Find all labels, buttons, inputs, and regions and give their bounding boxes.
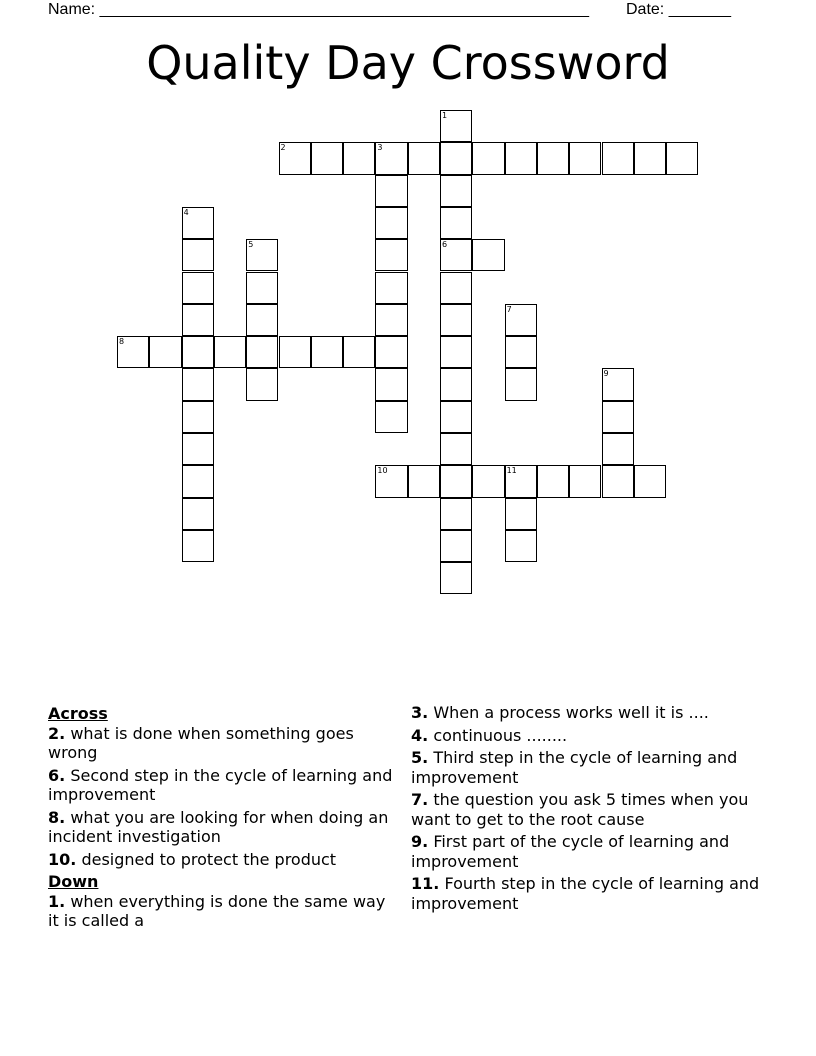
clue-across-8: 8. what you are looking for when doing an incident investigation [48, 807, 389, 846]
across-heading: Across [48, 704, 108, 723]
date-field[interactable]: Date: _______ [626, 1, 731, 18]
grid-cell[interactable] [440, 498, 472, 530]
grid-cell[interactable] [440, 304, 472, 336]
clue-down-5: 5. Third step in the cycle of learning and improvement [411, 748, 738, 787]
clue-number: 10 [377, 466, 388, 476]
clue-down-1: 1. when everything is done the same way it is called a [48, 891, 386, 930]
grid-cell[interactable] [182, 336, 214, 368]
clue-number: 2 [280, 143, 286, 153]
grid-cell[interactable] [440, 239, 472, 271]
grid-cell[interactable] [472, 142, 504, 174]
clue-across-6: 6. Second step in the cycle of learning and improvement [48, 765, 393, 804]
clue-number: 9 [603, 369, 609, 379]
grid-cell[interactable] [634, 465, 666, 497]
grid-cell[interactable] [375, 272, 407, 304]
clue-number: 6 [442, 240, 448, 250]
grid-cell[interactable] [505, 498, 537, 530]
grid-cell[interactable] [408, 142, 440, 174]
clue-number: 4 [183, 207, 189, 217]
grid-cell[interactable] [505, 368, 537, 400]
grid-cell[interactable] [440, 272, 472, 304]
grid-cell[interactable] [182, 433, 214, 465]
grid-cell[interactable] [343, 142, 375, 174]
grid-cell[interactable] [634, 142, 666, 174]
grid-cell[interactable] [505, 530, 537, 562]
clues-right-column [411, 703, 761, 916]
clue-number: 5 [248, 240, 254, 250]
grid-cell[interactable] [440, 465, 472, 497]
grid-cell[interactable] [246, 368, 278, 400]
grid-cell[interactable] [440, 530, 472, 562]
grid-cell[interactable] [440, 110, 472, 142]
grid-cell[interactable] [440, 368, 472, 400]
grid-cell[interactable] [279, 142, 311, 174]
page-title: Quality Day Crossword [146, 36, 670, 90]
grid-cell[interactable] [440, 142, 472, 174]
clue-down-11: 11. Fourth step in the cycle of learning and improvement [411, 874, 760, 913]
grid-cell[interactable] [375, 401, 407, 433]
grid-cell[interactable] [505, 465, 537, 497]
grid-cell[interactable] [569, 142, 601, 174]
grid-cell[interactable] [602, 433, 634, 465]
grid-cell[interactable] [375, 207, 407, 239]
grid-cell[interactable] [375, 336, 407, 368]
grid-cell[interactable] [375, 304, 407, 336]
grid-cell[interactable] [375, 368, 407, 400]
grid-cell[interactable] [214, 336, 246, 368]
grid-cell[interactable] [440, 207, 472, 239]
grid-cell[interactable] [505, 304, 537, 336]
grid-cell[interactable] [472, 239, 504, 271]
grid-cell[interactable] [505, 142, 537, 174]
grid-cell[interactable] [375, 175, 407, 207]
grid-cell[interactable] [182, 465, 214, 497]
grid-cell[interactable] [246, 239, 278, 271]
grid-cell[interactable] [311, 336, 343, 368]
grid-cell[interactable] [246, 304, 278, 336]
grid-cell[interactable] [537, 142, 569, 174]
grid-cell[interactable] [440, 433, 472, 465]
grid-cell[interactable] [375, 465, 407, 497]
grid-cell[interactable] [602, 401, 634, 433]
grid-cell[interactable] [182, 498, 214, 530]
grid-cell[interactable] [440, 175, 472, 207]
grid-cell[interactable] [246, 272, 278, 304]
clue-number: 1 [442, 111, 448, 120]
clue-across-2: 2. what is done when something goes wrong [48, 723, 354, 762]
clue-number: 8 [119, 337, 125, 347]
clue-number: 7 [506, 304, 512, 314]
grid-cell[interactable] [182, 401, 214, 433]
grid-cell[interactable] [569, 465, 601, 497]
clue-across-10: 10. designed to protect the product [48, 849, 337, 869]
grid-cell[interactable] [149, 336, 181, 368]
grid-cell[interactable] [311, 142, 343, 174]
grid-cell[interactable] [182, 272, 214, 304]
name-field[interactable]: Name: _______________________________________________________ [48, 1, 589, 18]
grid-cell[interactable] [602, 368, 634, 400]
grid-cell[interactable] [666, 142, 698, 174]
down-heading: Down [48, 872, 99, 891]
grid-cell[interactable] [343, 336, 375, 368]
clue-number: 3 [377, 143, 383, 153]
grid-cell[interactable] [182, 304, 214, 336]
grid-cell[interactable] [117, 336, 149, 368]
grid-cell[interactable] [537, 465, 569, 497]
clue-down-3: 3. When a process works well it is .... [411, 703, 709, 722]
grid-cell[interactable] [279, 336, 311, 368]
clues-left-column [48, 703, 398, 934]
grid-cell[interactable] [440, 401, 472, 433]
grid-cell[interactable] [375, 142, 407, 174]
clue-down-4: 4. continuous ........ [411, 725, 568, 745]
grid-cell[interactable] [182, 207, 214, 239]
grid-cell[interactable] [602, 142, 634, 174]
grid-cell[interactable] [182, 239, 214, 271]
grid-cell[interactable] [246, 336, 278, 368]
clue-down-7: 7. the question you ask 5 times when you want to get to the root cause [411, 790, 749, 829]
grid-cell[interactable] [182, 368, 214, 400]
clue-number: 11 [506, 466, 517, 476]
grid-cell[interactable] [440, 562, 472, 594]
grid-cell[interactable] [375, 239, 407, 271]
grid-cell[interactable] [602, 465, 634, 497]
grid-cell[interactable] [440, 336, 472, 368]
grid-cell[interactable] [472, 465, 504, 497]
grid-cell[interactable] [408, 465, 440, 497]
clue-down-9: 9. First part of the cycle of learning and improvement [411, 832, 730, 871]
grid-cell[interactable] [182, 530, 214, 562]
grid-cell[interactable] [505, 336, 537, 368]
